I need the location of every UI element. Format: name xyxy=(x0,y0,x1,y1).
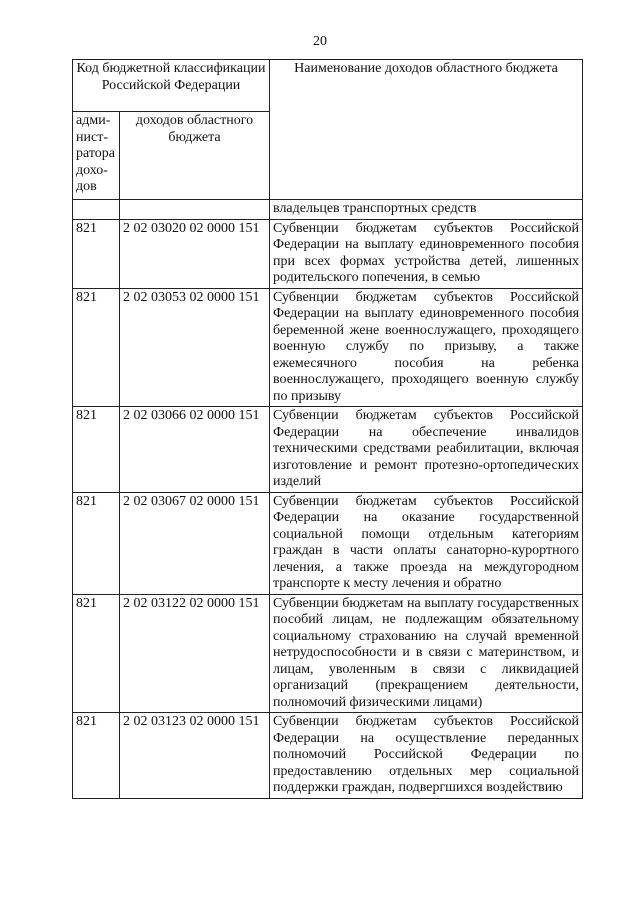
revenue-name-cell: Субвенции бюджетам субъектов Российской Федерации на осуществление переданных полномочий Российской Федерации по предоставлению отдельных мер социальной поддержки граждан, подвергшихся воздействию xyxy=(270,713,583,799)
revenue-name-cell: Субвенции бюджетам на выплату государственных пособий лицам, не подлежащим обязательному социальному страхованию на случай временной нетрудоспособности и в связи с материнством, и лицам, уволенным в связи с ликвидацией организаций (прекращением деятельности, полномочий физическими лицами) xyxy=(270,594,583,713)
table-row xyxy=(73,492,583,594)
revenue-name-cell: Субвенции бюджетам субъектов Российской Федерации на оказание государственной социальной помощи отдельным категориям граждан в части оплаты санаторно-курортного лечения, а также проезда на междугородном транспорте к месту лечения и обратно xyxy=(270,492,583,594)
table-row xyxy=(73,200,583,220)
admin-code-cell: 821 xyxy=(73,219,120,288)
income-column-header: доходов областного бюджета xyxy=(120,112,270,200)
revenue-name-cell: Субвенции бюджетам субъектов Российской Федерации на обеспечение инвалидов техническими средствами реабилитации, включая изготовление и ремонт протезно-ортопедических изделий xyxy=(270,407,583,493)
admin-code-cell xyxy=(73,200,120,220)
admin-code-cell: 821 xyxy=(73,407,120,493)
table-row xyxy=(73,407,583,493)
budget-revenue-table xyxy=(72,59,583,799)
table-header-row xyxy=(73,60,583,112)
table-row xyxy=(73,713,583,799)
budget-code-cell: 2 02 03122 02 0000 151 xyxy=(120,594,270,713)
budget-code-cell: 2 02 03066 02 0000 151 xyxy=(120,407,270,493)
table-row xyxy=(73,594,583,713)
budget-code-cell: 2 02 03067 02 0000 151 xyxy=(120,492,270,594)
admin-column-header: адми-нист-ратора дохо-дов xyxy=(73,112,120,200)
budget-code-cell xyxy=(120,200,270,220)
revenue-name-cell: Субвенции бюджетам субъектов Российской Федерации на выплату единовременного пособия при всех формах устройства детей, лишенных родительского попечения, в семью xyxy=(270,219,583,288)
table-row xyxy=(73,288,583,407)
admin-code-cell: 821 xyxy=(73,492,120,594)
budget-code-cell: 2 02 03020 02 0000 151 xyxy=(120,219,270,288)
admin-code-cell: 821 xyxy=(73,713,120,799)
budget-code-group-header: Код бюджетной классификации Российской Федерации xyxy=(73,60,270,112)
name-column-header: Наименование доходов областного бюджета xyxy=(270,60,583,200)
budget-code-cell: 2 02 03053 02 0000 151 xyxy=(120,288,270,407)
budget-code-cell: 2 02 03123 02 0000 151 xyxy=(120,713,270,799)
admin-code-cell: 821 xyxy=(73,594,120,713)
revenue-name-cell: Субвенции бюджетам субъектов Российской Федерации на выплату единовременного пособия беременной жене военнослужащего, проходящего военную службу по призыву, а также ежемесячного пособия на ребенка военнослужащего, проходящего военную службу по призыву xyxy=(270,288,583,407)
table-row xyxy=(73,219,583,288)
revenue-name-cell: владельцев транспортных средств xyxy=(270,200,583,220)
page-number: 20 xyxy=(313,34,327,49)
admin-code-cell: 821 xyxy=(73,288,120,407)
